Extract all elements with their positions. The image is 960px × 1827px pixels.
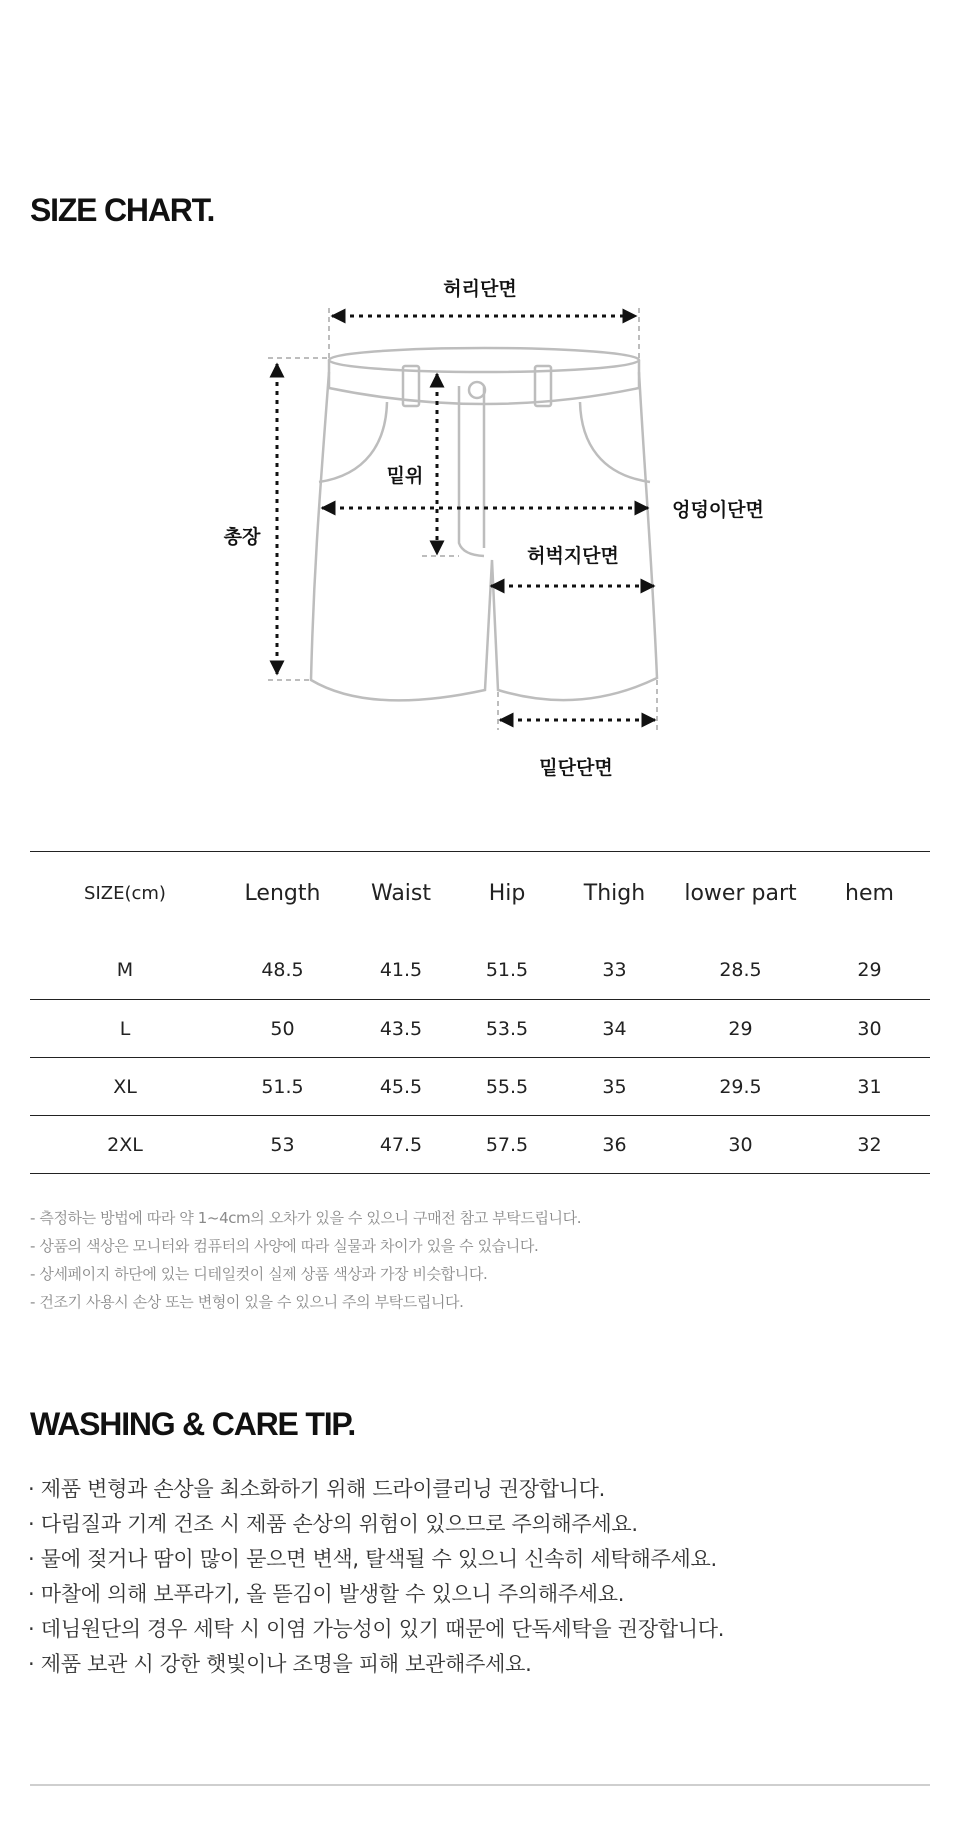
- waist-label: 허리단면: [443, 278, 517, 300]
- cell-lower-part: 28.5: [719, 959, 762, 982]
- cell-hem: 31: [857, 1075, 882, 1098]
- cell-thigh: 36: [602, 1133, 627, 1156]
- table-row: [30, 1116, 930, 1174]
- cell-length: 51.5: [261, 1075, 304, 1098]
- shorts-measurement-diagram: [0, 260, 960, 800]
- length-label: 총장: [223, 526, 261, 548]
- table-row: [30, 1000, 930, 1058]
- cell-hip: 51.5: [485, 959, 529, 982]
- size-notes: [30, 1204, 581, 1316]
- cell-lower-part: 30: [728, 1133, 753, 1156]
- cell-hem: 29: [857, 959, 882, 982]
- hem-label: 밑단단면: [539, 757, 613, 779]
- cell-size: L: [119, 1017, 131, 1040]
- cell-hem: 32: [857, 1133, 882, 1156]
- shorts-outline: [311, 348, 657, 700]
- note-item: - 상세페이지 하단에 있는 디테일컷이 실제 상품 색상과 가장 비슷합니다.: [30, 1265, 488, 1283]
- cell-waist: 47.5: [379, 1133, 423, 1156]
- size-chart-title: SIZE CHART.: [30, 192, 215, 228]
- care-tip: · 마찰에 의해 보푸라기, 올 뜯김이 발생할 수 있으니 주의해주세요.: [28, 1582, 625, 1606]
- header-length: Length: [244, 881, 321, 907]
- header-waist: Waist: [370, 881, 432, 907]
- care-tip: · 다림질과 기계 건조 시 제품 손상의 위험이 있으므로 주의해주세요.: [28, 1512, 638, 1536]
- cell-waist: 43.5: [379, 1017, 423, 1040]
- cell-size: 2XL: [107, 1133, 143, 1156]
- rise-label: 밑위: [386, 465, 424, 487]
- hip-label: 엉덩이단면: [672, 499, 764, 521]
- cell-length: 48.5: [261, 959, 304, 982]
- thigh-label: 허벅지단면: [527, 545, 619, 567]
- cell-hip: 57.5: [485, 1133, 529, 1156]
- note-item: - 측정하는 방법에 따라 약 1~4cm의 오차가 있을 수 있으니 구매전 참고 부탁드립니다.: [30, 1209, 582, 1227]
- cell-thigh: 34: [602, 1017, 627, 1040]
- note-item: - 건조기 사용시 손상 또는 변형이 있을 수 있으니 주의 부탁드립니다.: [30, 1293, 464, 1311]
- cell-size: XL: [113, 1075, 137, 1098]
- care-tips-list: [28, 1472, 724, 1682]
- cell-lower-part: 29.5: [719, 1075, 762, 1098]
- cell-lower-part: 29: [728, 1017, 753, 1040]
- care-tip: · 제품 변형과 손상을 최소화하기 위해 드라이클리닝 권장합니다.: [28, 1477, 606, 1501]
- care-tip: · 데님원단의 경우 세탁 시 이염 가능성이 있기 때문에 단독세탁을 권장합니다.: [28, 1617, 725, 1641]
- table-header-row: [30, 852, 930, 942]
- care-tip: · 제품 보관 시 강한 햇빛이나 조명을 피해 보관해주세요.: [28, 1652, 532, 1676]
- cell-hip: 55.5: [485, 1075, 529, 1098]
- header-lower-part: lower part: [684, 881, 797, 907]
- header-hem: hem: [845, 881, 894, 907]
- bottom-divider: [30, 1784, 930, 1786]
- care-tip: · 물에 젖거나 땀이 많이 묻으면 변색, 탈색될 수 있으니 신속히 세탁해주세요.: [28, 1547, 717, 1571]
- note-item: - 상품의 색상은 모니터와 컴퓨터의 사양에 따라 실물과 차이가 있을 수 있습니다.: [30, 1237, 539, 1255]
- cell-thigh: 35: [602, 1075, 627, 1098]
- table-row: [30, 1058, 930, 1116]
- cell-hip: 53.5: [485, 1017, 529, 1040]
- size-table: [30, 851, 930, 1174]
- table-row: [30, 942, 930, 1000]
- cell-waist: 41.5: [379, 959, 423, 982]
- cell-hem: 30: [857, 1017, 882, 1040]
- cell-length: 53: [270, 1133, 295, 1156]
- header-thigh: Thigh: [583, 881, 646, 907]
- cell-thigh: 33: [602, 959, 627, 982]
- cell-waist: 45.5: [379, 1075, 423, 1098]
- cell-length: 50: [270, 1017, 295, 1040]
- cell-size: M: [116, 959, 134, 982]
- header-size: SIZE(cm): [84, 883, 166, 905]
- washing-care-title: WASHING & CARE TIP.: [30, 1406, 356, 1442]
- header-hip: Hip: [488, 881, 526, 907]
